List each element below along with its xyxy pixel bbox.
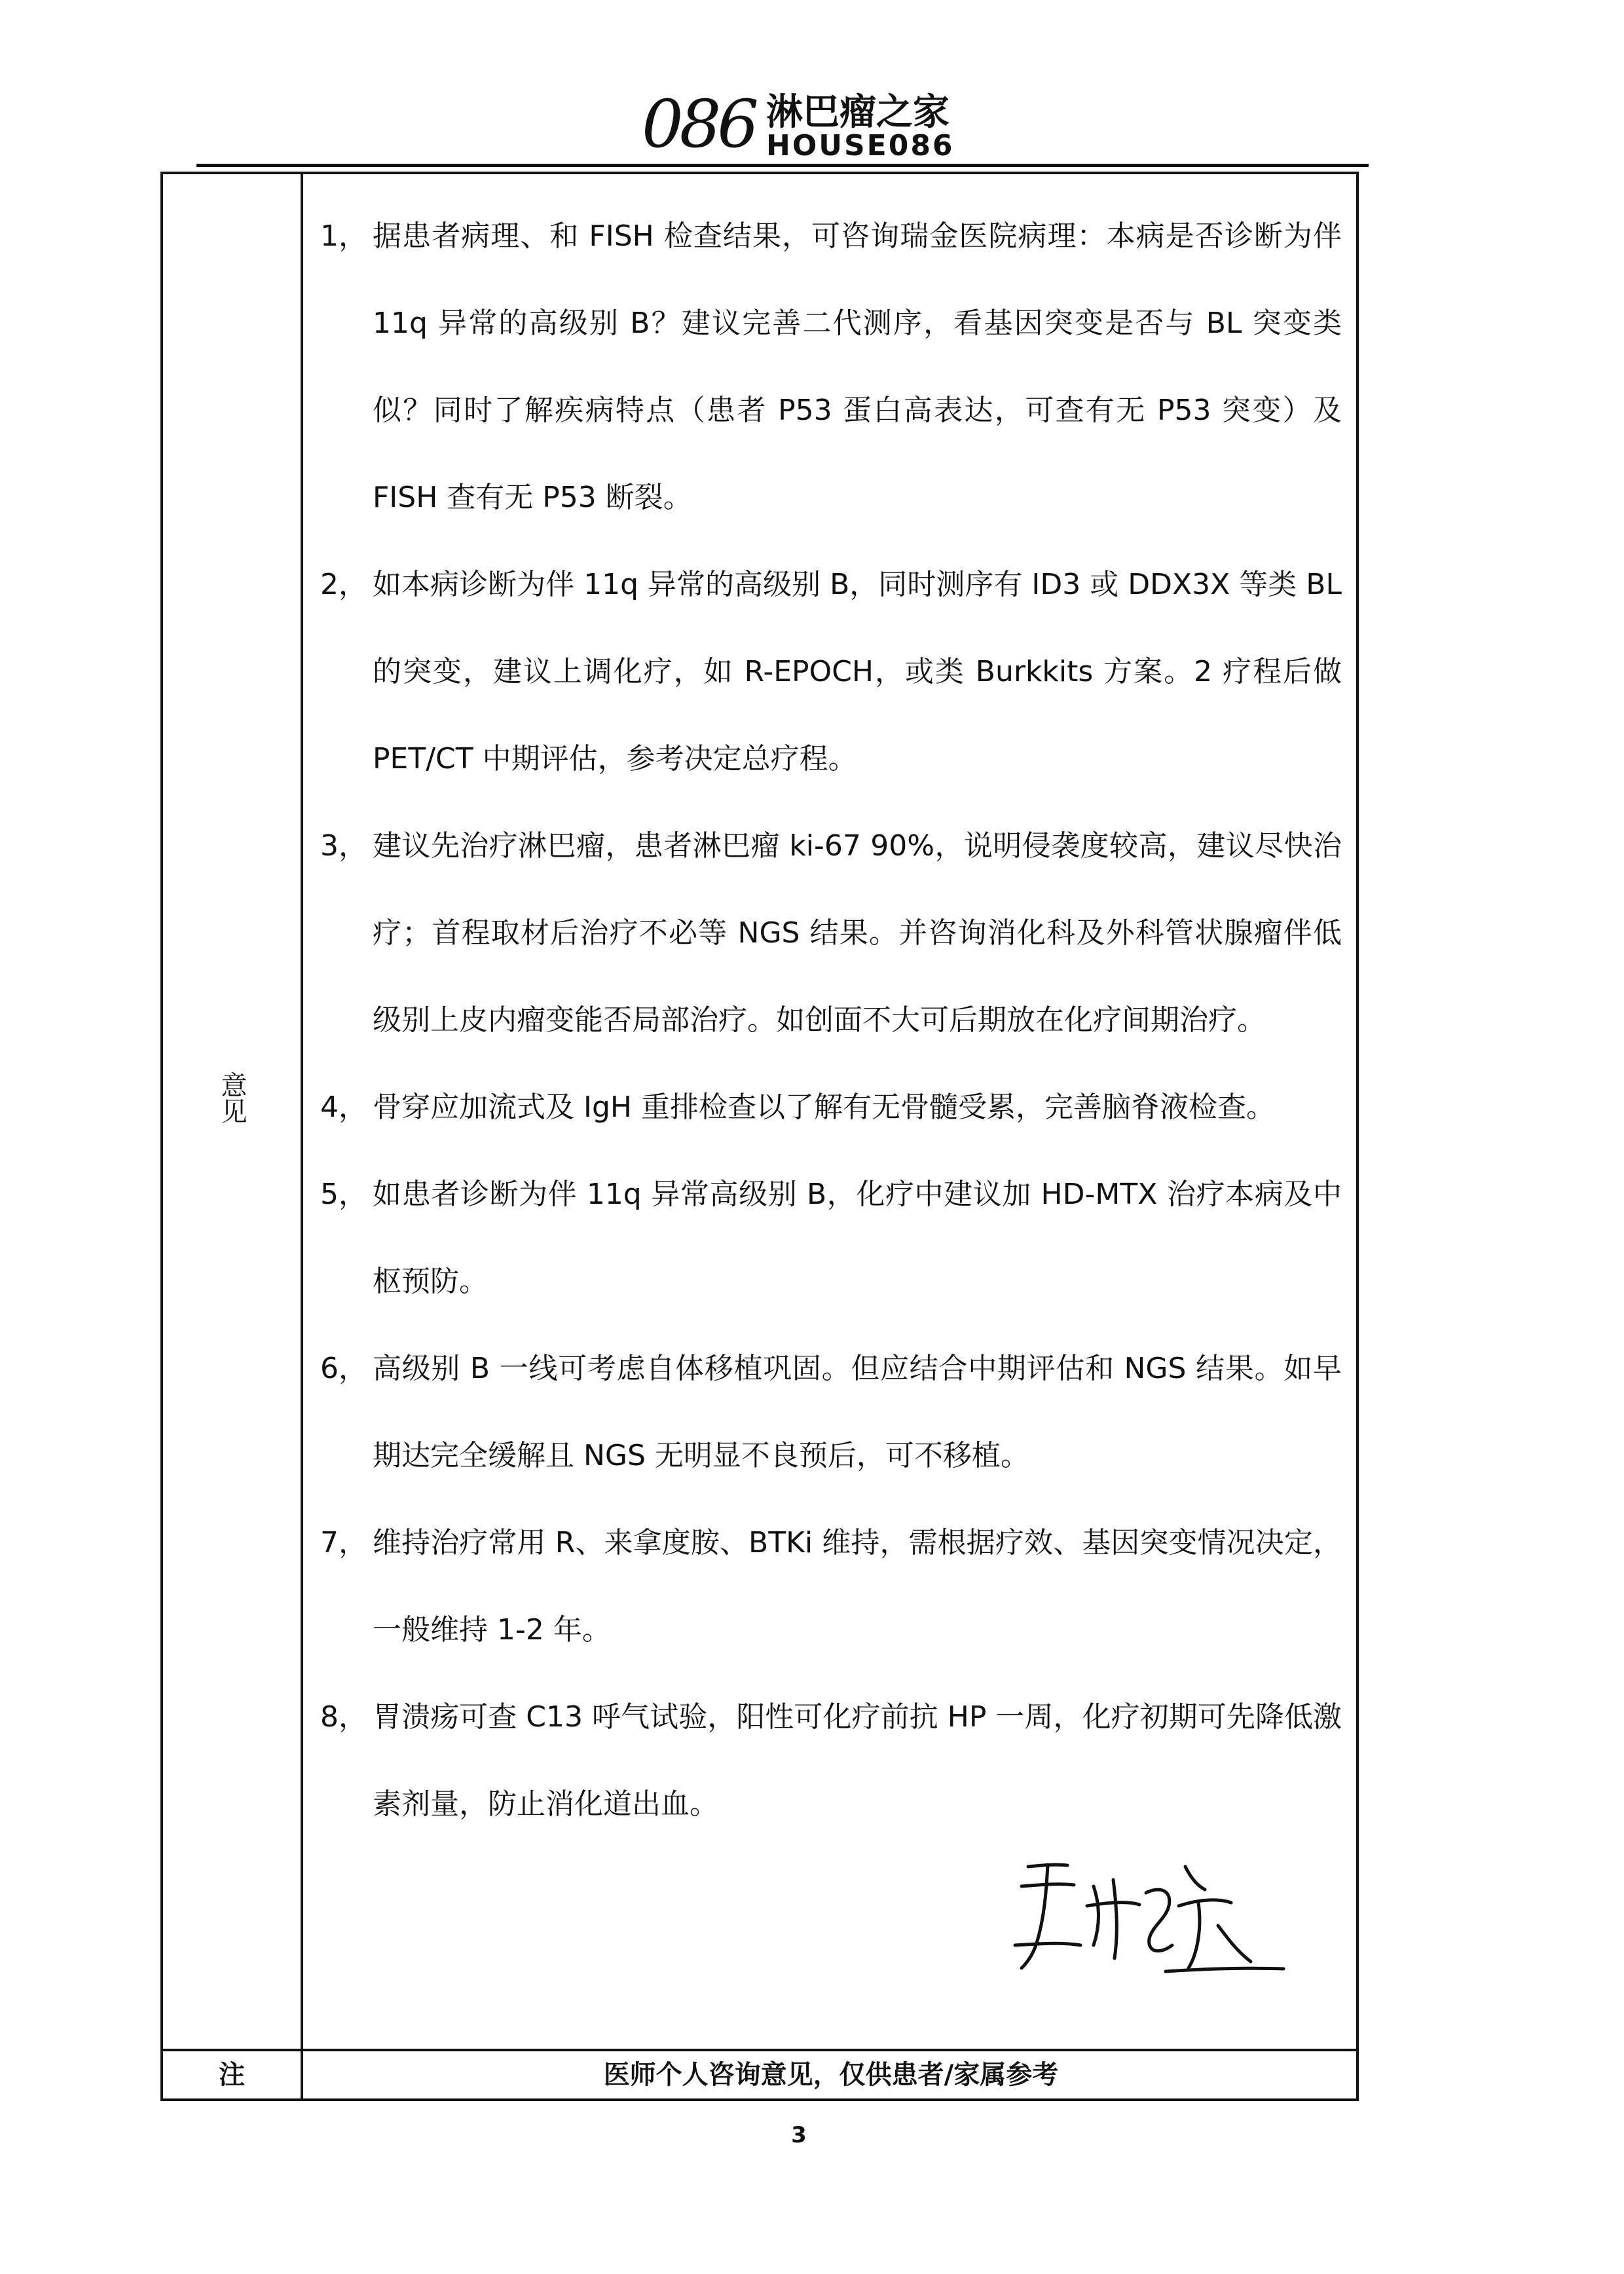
item-number: 5，: [320, 1178, 367, 1211]
item-number: 7，: [320, 1526, 367, 1559]
item-number: 4，: [320, 1090, 367, 1124]
opinion-list: [320, 193, 1342, 1848]
opinion-item: [320, 1325, 1342, 1499]
note-label: 注: [219, 2060, 245, 2090]
logo-chinese-name: 淋巴瘤之家: [766, 91, 950, 134]
opinion-item: [320, 1151, 1342, 1325]
logo-mark: 086: [642, 86, 755, 162]
opinion-label-text: 意见: [217, 1072, 247, 1124]
item-text: 维持治疗常用 R、来拿度胺、BTKi 维持，需根据疗效、基因突变情况决定，一般维持 1-2 年。: [373, 1526, 1342, 1647]
item-text: 高级别 B 一线可考虑自体移植巩固。但应结合中期评估和 NGS 结果。如早期达完全缓解且 NGS 无明显不良预后，可不移植。: [373, 1352, 1342, 1472]
opinion-item: [320, 802, 1342, 1064]
item-number: 6，: [320, 1352, 367, 1385]
item-text: 如本病诊断为伴 11q 异常的高级别 B，同时测序有 ID3 或 DDX3X 等类 BL 的突变，建议上调化疗，如 R-EPOCH，或类 Burkkits 方案。2 疗程后做 PET/CT 中期评估，参考决定总疗程。: [373, 568, 1342, 775]
opinion-table: [160, 172, 1359, 2101]
item-number: 2，: [320, 568, 367, 601]
opinion-item: [320, 1064, 1342, 1151]
item-number: 3，: [320, 829, 367, 863]
item-text: 骨穿应加流式及 IgH 重排检查以了解有无骨髓受累，完善脑脊液检查。: [373, 1090, 1275, 1124]
item-text: 胃溃疡可查 C13 呼气试验，阳性可化疗前抗 HP 一周，化疗初期可先降低激素剂量，防止消化道出血。: [373, 1700, 1342, 1821]
doctor-signature: [1002, 1847, 1290, 1991]
column-divider: [301, 174, 303, 2098]
page-header: [0, 0, 1624, 162]
opinion-item: [320, 1499, 1342, 1673]
opinion-label: [163, 1072, 301, 1124]
header-rule: [196, 164, 1369, 167]
opinion-item: [320, 541, 1342, 802]
opinion-item: [320, 1673, 1342, 1848]
page-number: 3: [791, 2122, 807, 2148]
item-number: 8，: [320, 1700, 367, 1734]
item-text: 据患者病理、和 FISH 检查结果，可咨询瑞金医院病理：本病是否诊断为伴 11q 异常的高级别 B？建议完善二代测序，看基因突变是否与 BL 突变类似？同时了解疾病特点（患者 P53 蛋白高表达，可查有无 P53 突变）及 FISH 查有无 P53 断裂。: [373, 219, 1342, 514]
note-text: 医师个人咨询意见，仅供患者/家属参考: [603, 2060, 1059, 2090]
item-text: 建议先治疗淋巴瘤，患者淋巴瘤 ki-67 90%，说明侵袭度较高，建议尽快治疗；首程取材后治疗不必等 NGS 结果。并咨询消化科及外科管状腺瘤伴低级别上皮内瘤变能否局部治疗。如创面不大可后期放在化疗间期治疗。: [373, 829, 1342, 1037]
logo-english-name: HOUSE086: [766, 129, 955, 162]
opinion-item: [320, 193, 1342, 541]
item-text: 如患者诊断为伴 11q 异常高级别 B，化疗中建议加 HD-MTX 治疗本病及中枢预防。: [373, 1178, 1342, 1298]
item-number: 1，: [320, 219, 367, 253]
